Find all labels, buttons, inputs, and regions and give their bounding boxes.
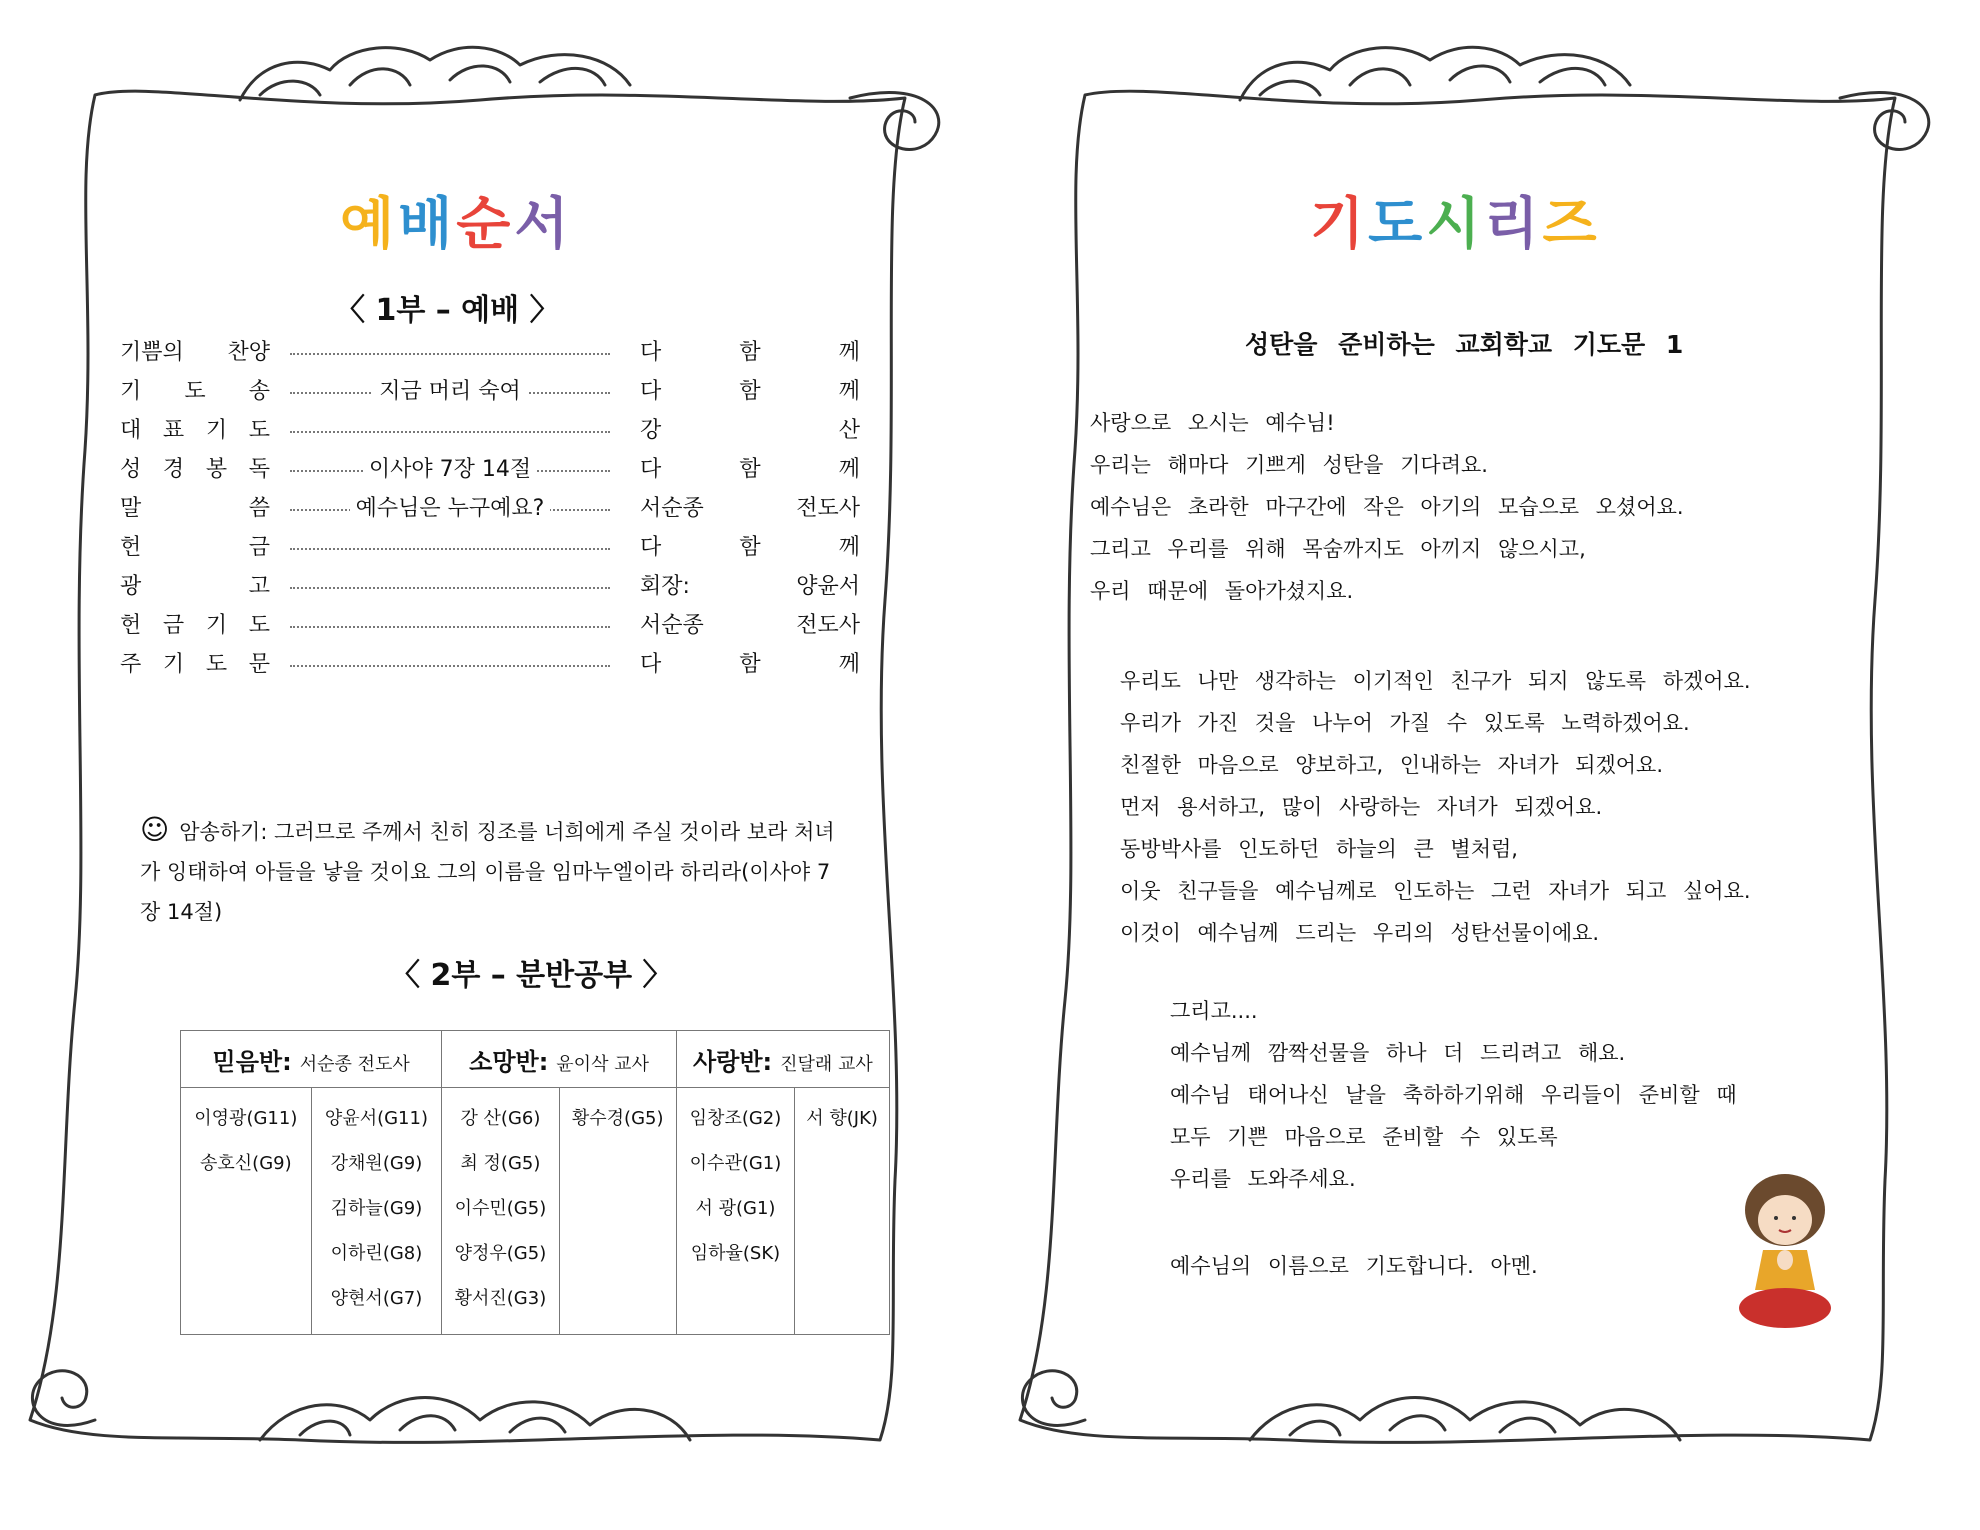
- order-row: [120, 608, 860, 648]
- class-member: 서 광(G1): [695, 1198, 776, 1219]
- order-item: [120, 647, 270, 678]
- dotted-leader: [290, 548, 610, 550]
- class-member-column: [795, 1088, 890, 1335]
- prayer-line: 사랑으로 오시는 예수님!: [1090, 411, 1335, 435]
- class-member: 임하율(SK): [690, 1243, 781, 1264]
- order-row: [120, 335, 860, 375]
- dotted-leader: [290, 665, 610, 667]
- class-name: 사랑반:: [693, 1047, 773, 1076]
- order-item: [120, 530, 270, 561]
- class-header-row: [181, 1031, 890, 1088]
- order-detail: [290, 491, 610, 522]
- class-member: 최 정(G5): [460, 1153, 541, 1174]
- order-item-part: 문: [248, 652, 270, 677]
- order-item: [120, 374, 270, 405]
- order-detail: [290, 452, 610, 483]
- order-leader-part: 께: [838, 379, 860, 404]
- prayer-line: 우리 때문에 돌아가셨지요.: [1090, 579, 1354, 603]
- class-member: 임창조(G2): [689, 1108, 782, 1129]
- order-leader: [640, 335, 860, 366]
- order-item-part: 기: [162, 652, 185, 677]
- order-leader-part: 전도사: [796, 613, 860, 638]
- order-item-part: 표: [162, 418, 185, 443]
- dotted-leader: [290, 587, 610, 589]
- order-leader-part: 께: [838, 652, 860, 677]
- order-item: [120, 452, 270, 483]
- class-header: [676, 1031, 889, 1088]
- prayer-closing-line: 예수님의 이름으로 기도합니다. 아멘.: [1170, 1254, 1538, 1278]
- class-name: 소망반:: [469, 1047, 549, 1076]
- class-header: [442, 1031, 677, 1088]
- order-leader-part: 다: [640, 652, 662, 677]
- order-row: [120, 452, 860, 492]
- order-item-part: 주: [120, 652, 142, 677]
- prayer-paragraph-1: [1090, 402, 1684, 612]
- order-detail-text: 지금 머리 숙여: [373, 379, 527, 404]
- order-item: [120, 491, 270, 522]
- dotted-leader: [290, 431, 610, 433]
- order-leader-part: 다: [640, 535, 662, 560]
- class-member: 이수민(G5): [454, 1198, 547, 1219]
- order-item-part: 송: [248, 379, 270, 404]
- prayer-closing: [1170, 1245, 1538, 1287]
- order-detail-text: 이사야 7장 14절: [363, 457, 537, 482]
- prayer-line: 친절한 마음으로 양보하고, 인내하는 자녀가 되겠어요.: [1120, 753, 1664, 777]
- left-bottom-leaves: [260, 1398, 690, 1441]
- order-item-part: 말: [120, 496, 142, 521]
- order-item-part: 도: [184, 379, 206, 404]
- class-teacher: 진달래 교사: [780, 1053, 873, 1075]
- order-item: [120, 335, 270, 366]
- prayer-line: 예수님께 깜짝선물을 하나 더 드리려고 해요.: [1170, 1041, 1626, 1065]
- order-item: [120, 569, 270, 600]
- prayer-line: 그리고 우리를 위해 목숨까지도 아끼지 않으시고,: [1090, 537, 1586, 561]
- order-leader: [640, 569, 860, 600]
- prayer-title: 성탄을 준비하는 교회학교 기도문 1: [1245, 330, 1684, 359]
- order-leader-part: 께: [838, 457, 860, 482]
- class-member: 황서진(G3): [454, 1288, 547, 1309]
- memory-verse-text: 암송하기: 그러므로 주께서 친히 징조를 너희에게 주실 것이라 보라 처녀가 잉태하여 아들을 낳을 것이요 그의 이름을 임마누엘이라 하리라(이사야 7장 14절): [140, 820, 835, 924]
- class-member-column: [442, 1088, 559, 1335]
- order-item-part: 대: [120, 418, 142, 443]
- order-item-part: 씀: [248, 496, 270, 521]
- title-letter: 시: [1426, 192, 1485, 257]
- order-item-part: 금: [248, 535, 270, 560]
- order-item-part: 광: [120, 574, 142, 599]
- prayer-paragraph-3: [1170, 990, 1737, 1200]
- order-row: [120, 530, 860, 570]
- class-member: 송호신(G9): [200, 1153, 292, 1174]
- order-leader-part: 함: [739, 535, 761, 560]
- class-member-column: [311, 1088, 442, 1335]
- order-leader: [640, 608, 860, 639]
- class-member-column: [676, 1088, 794, 1335]
- class-member: 강 산(G6): [460, 1108, 541, 1129]
- title-letter: 순: [456, 192, 515, 257]
- part2-heading: 〈 2부 – 분반공부 〉: [390, 958, 673, 993]
- order-leader-part: 함: [739, 457, 761, 482]
- order-item-part: 고: [248, 574, 270, 599]
- class-member: 서 향(JK): [806, 1108, 878, 1129]
- dotted-leader: [290, 353, 610, 355]
- title-letter: 서: [514, 192, 573, 257]
- order-item-part: 도: [205, 652, 228, 677]
- order-leader-part: 다: [640, 379, 662, 404]
- prayer-line: 모두 기쁜 마음으로 준비할 수 있도록: [1170, 1125, 1558, 1149]
- class-member: 김하늘(G9): [330, 1198, 423, 1219]
- title-letter: 리: [1484, 192, 1543, 257]
- class-name: 믿음반:: [212, 1047, 292, 1076]
- order-leader: [640, 374, 860, 405]
- title-letter: 기: [1310, 192, 1369, 257]
- memory-verse: [140, 810, 850, 932]
- order-row: [120, 491, 860, 531]
- prayer-line: 우리를 도와주세요.: [1170, 1167, 1356, 1191]
- prayer-line: 이웃 친구들을 예수님께로 인도하는 그런 자녀가 되고 싶어요.: [1120, 879, 1751, 903]
- smiley-icon: ☺: [140, 813, 170, 846]
- order-leader: [640, 491, 860, 522]
- class-members-row: [181, 1088, 890, 1335]
- prayer-line: 우리는 해마다 기쁘게 성탄을 기다려요.: [1090, 453, 1488, 477]
- class-member-column: [559, 1088, 676, 1335]
- class-member: 이수관(G1): [689, 1153, 782, 1174]
- order-leader: [640, 413, 860, 444]
- dotted-leader: [290, 626, 610, 628]
- order-leader-part: 께: [838, 340, 860, 365]
- order-item-part: 경: [162, 457, 185, 482]
- class-member: 이하린(G8): [330, 1243, 423, 1264]
- prayer-line: 동방박사를 인도하던 하늘의 큰 별처럼,: [1120, 837, 1518, 861]
- order-leader-part: 다: [640, 457, 662, 482]
- title-letter: 즈: [1542, 192, 1601, 257]
- order-leader-part: 다: [640, 340, 662, 365]
- order-item-part: 기: [205, 613, 228, 638]
- order-leader: [640, 530, 860, 561]
- order-item: [120, 413, 270, 444]
- prayer-line: 우리도 나만 생각하는 이기적인 친구가 되지 않도록 하겠어요.: [1120, 669, 1751, 693]
- order-leader: [640, 452, 860, 483]
- order-detail-text: 예수님은 누구예요?: [350, 496, 551, 521]
- class-member: 강채원(G9): [330, 1153, 423, 1174]
- order-item-part: 기쁨의: [120, 340, 184, 365]
- class-member: 이영광(G11): [194, 1108, 298, 1129]
- prayer-line: 예수님 태어나신 날을 축하하기위해 우리들이 준비할 때: [1170, 1083, 1737, 1107]
- worship-order-page: [110, 170, 890, 1310]
- title-letter: 예: [340, 192, 399, 257]
- prayer-line: 그리고....: [1170, 999, 1258, 1023]
- right-bottom-curl: [1022, 1371, 1085, 1426]
- class-member-column: [181, 1088, 312, 1335]
- prayer-line: 우리가 가진 것을 나누어 가질 수 있도록 노력하겠어요.: [1120, 711, 1690, 735]
- class-teacher: 윤이삭 교사: [556, 1053, 649, 1075]
- order-leader-part: 서순종: [640, 496, 704, 521]
- class-teacher: 서순종 전도사: [299, 1053, 410, 1075]
- part1-heading: 〈 1부 – 예배 〉: [335, 293, 560, 328]
- class-groups-table: [180, 1030, 890, 1335]
- prayer-line: 이것이 예수님께 드리는 우리의 성탄선물이에요.: [1120, 921, 1600, 945]
- order-item-part: 기: [205, 418, 228, 443]
- class-member: 양현서(G7): [330, 1288, 423, 1309]
- order-item-part: 헌: [120, 535, 142, 560]
- order-item-part: 도: [248, 613, 270, 638]
- order-item-part: 찬양: [227, 340, 270, 365]
- order-item-part: 금: [162, 613, 185, 638]
- order-item: [120, 608, 270, 639]
- class-member: 황수경(G5): [571, 1108, 664, 1129]
- left-bottom-curl: [32, 1371, 95, 1426]
- order-row: [120, 647, 860, 687]
- order-item-part: 성: [120, 457, 142, 482]
- order-leader-part: 함: [739, 340, 761, 365]
- order-leader-part: 양윤서: [796, 574, 860, 599]
- order-item-part: 기: [120, 379, 142, 404]
- order-leader: [640, 647, 860, 678]
- order-item-part: 봉: [205, 457, 228, 482]
- prayer-paragraph-2: [1120, 660, 1751, 954]
- prayer-line: 먼저 용서하고, 많이 사랑하는 자녀가 되겠어요.: [1120, 795, 1603, 819]
- order-leader-part: 전도사: [796, 496, 860, 521]
- order-leader-part: 강: [640, 418, 662, 443]
- order-item-part: 독: [248, 457, 270, 482]
- left-top-leaves: [240, 47, 630, 100]
- title-letter: 도: [1368, 192, 1427, 257]
- order-detail: [290, 374, 610, 405]
- order-leader-part: 께: [838, 535, 860, 560]
- page-title: [1310, 180, 1601, 260]
- order-row: [120, 374, 860, 414]
- order-leader-part: 함: [739, 379, 761, 404]
- order-leader-part: 산: [838, 418, 860, 443]
- order-leader-part: 서순종: [640, 613, 704, 638]
- order-row: [120, 413, 860, 453]
- order-item-part: 도: [248, 418, 270, 443]
- prayer-line: 예수님은 초라한 마구간에 작은 아기의 모습으로 오셨어요.: [1090, 495, 1684, 519]
- right-bottom-leaves: [1250, 1398, 1680, 1441]
- prayer-series-page: [1090, 170, 1850, 1310]
- title-letter: 배: [398, 192, 457, 257]
- order-leader-part: 함: [739, 652, 761, 677]
- class-header: [181, 1031, 442, 1088]
- page-title: [340, 180, 572, 260]
- order-leader-part: 회장:: [640, 574, 690, 599]
- right-top-leaves: [1240, 47, 1630, 100]
- order-row: [120, 569, 860, 609]
- class-member: 양윤서(G11): [324, 1108, 428, 1129]
- order-item-part: 헌: [120, 613, 142, 638]
- class-member: 양정우(G5): [454, 1243, 547, 1264]
